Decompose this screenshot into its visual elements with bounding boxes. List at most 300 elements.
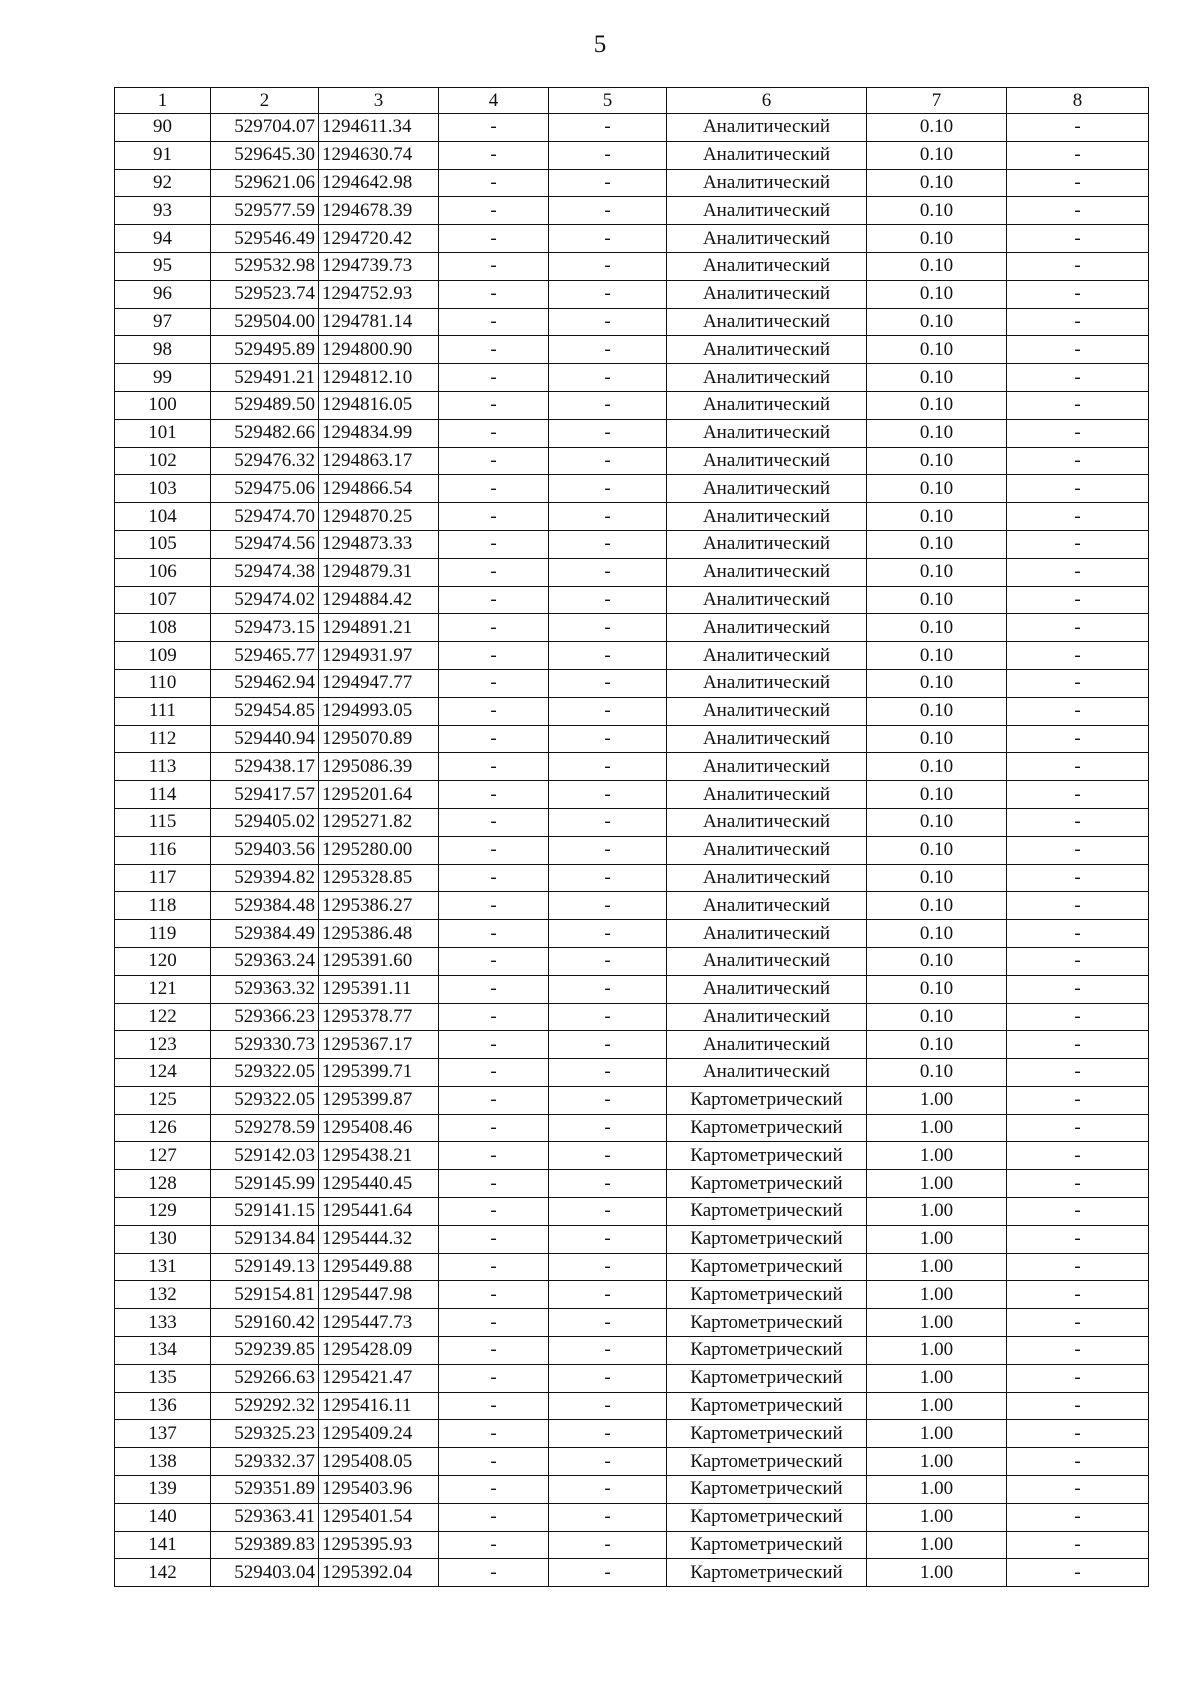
y-coordinate-cell: 1295409.24	[319, 1420, 439, 1448]
x-coordinate-cell: 529645.30	[211, 141, 319, 169]
column-header: 6	[667, 88, 867, 114]
point-number-cell: 134	[115, 1337, 211, 1365]
col5-cell: -	[549, 503, 667, 531]
table-row	[115, 1364, 1149, 1392]
y-coordinate-cell: 1295386.27	[319, 892, 439, 920]
x-coordinate-cell: 529332.37	[211, 1448, 319, 1476]
point-number-cell: 106	[115, 558, 211, 586]
method-cell: Аналитический	[667, 252, 867, 280]
point-number-cell: 124	[115, 1059, 211, 1087]
accuracy-cell: 0.10	[867, 920, 1007, 948]
col8-cell: -	[1007, 947, 1149, 975]
table-row	[115, 614, 1149, 642]
accuracy-cell: 0.10	[867, 614, 1007, 642]
y-coordinate-cell: 1294611.34	[319, 114, 439, 142]
x-coordinate-cell: 529440.94	[211, 725, 319, 753]
y-coordinate-cell: 1294720.42	[319, 225, 439, 253]
col5-cell: -	[549, 475, 667, 503]
point-number-cell: 104	[115, 503, 211, 531]
column-header: 7	[867, 88, 1007, 114]
x-coordinate-cell: 529330.73	[211, 1031, 319, 1059]
col4-cell: -	[439, 1337, 549, 1365]
x-coordinate-cell: 529384.49	[211, 920, 319, 948]
method-cell: Картометрический	[667, 1114, 867, 1142]
y-coordinate-cell: 1295391.11	[319, 975, 439, 1003]
col4-cell: -	[439, 1059, 549, 1087]
col8-cell: -	[1007, 114, 1149, 142]
table-row	[115, 892, 1149, 920]
accuracy-cell: 1.00	[867, 1142, 1007, 1170]
point-number-cell: 92	[115, 169, 211, 197]
method-cell: Аналитический	[667, 169, 867, 197]
x-coordinate-cell: 529546.49	[211, 225, 319, 253]
accuracy-cell: 1.00	[867, 1309, 1007, 1337]
method-cell: Картометрический	[667, 1531, 867, 1559]
column-header: 4	[439, 88, 549, 114]
x-coordinate-cell: 529366.23	[211, 1003, 319, 1031]
coordinates-table	[114, 87, 1149, 1587]
table-row	[115, 197, 1149, 225]
x-coordinate-cell: 529403.56	[211, 836, 319, 864]
col8-cell: -	[1007, 781, 1149, 809]
method-cell: Аналитический	[667, 141, 867, 169]
table-row	[115, 781, 1149, 809]
y-coordinate-cell: 1294873.33	[319, 530, 439, 558]
accuracy-cell: 1.00	[867, 1392, 1007, 1420]
x-coordinate-cell: 529384.48	[211, 892, 319, 920]
col8-cell: -	[1007, 697, 1149, 725]
col8-cell: -	[1007, 336, 1149, 364]
table-row	[115, 475, 1149, 503]
x-coordinate-cell: 529154.81	[211, 1281, 319, 1309]
method-cell: Картометрический	[667, 1364, 867, 1392]
col5-cell: -	[549, 1309, 667, 1337]
col5-cell: -	[549, 391, 667, 419]
point-number-cell: 132	[115, 1281, 211, 1309]
col5-cell: -	[549, 1531, 667, 1559]
point-number-cell: 140	[115, 1503, 211, 1531]
y-coordinate-cell: 1295395.93	[319, 1531, 439, 1559]
accuracy-cell: 0.10	[867, 864, 1007, 892]
col8-cell: -	[1007, 725, 1149, 753]
table-row	[115, 642, 1149, 670]
x-coordinate-cell: 529141.15	[211, 1198, 319, 1226]
table-row	[115, 1198, 1149, 1226]
y-coordinate-cell: 1295391.60	[319, 947, 439, 975]
x-coordinate-cell: 529438.17	[211, 753, 319, 781]
table-row	[115, 836, 1149, 864]
method-cell: Аналитический	[667, 920, 867, 948]
method-cell: Картометрический	[667, 1225, 867, 1253]
y-coordinate-cell: 1294642.98	[319, 169, 439, 197]
col4-cell: -	[439, 947, 549, 975]
col5-cell: -	[549, 836, 667, 864]
x-coordinate-cell: 529363.24	[211, 947, 319, 975]
point-number-cell: 115	[115, 808, 211, 836]
y-coordinate-cell: 1295399.87	[319, 1086, 439, 1114]
col4-cell: -	[439, 1309, 549, 1337]
accuracy-cell: 0.10	[867, 558, 1007, 586]
point-number-cell: 108	[115, 614, 211, 642]
col4-cell: -	[439, 419, 549, 447]
point-number-cell: 114	[115, 781, 211, 809]
col5-cell: -	[549, 753, 667, 781]
point-number-cell: 110	[115, 669, 211, 697]
col8-cell: -	[1007, 892, 1149, 920]
method-cell: Аналитический	[667, 364, 867, 392]
accuracy-cell: 0.10	[867, 530, 1007, 558]
col5-cell: -	[549, 419, 667, 447]
method-cell: Аналитический	[667, 586, 867, 614]
method-cell: Картометрический	[667, 1420, 867, 1448]
col4-cell: -	[439, 836, 549, 864]
col4-cell: -	[439, 1086, 549, 1114]
point-number-cell: 133	[115, 1309, 211, 1337]
col4-cell: -	[439, 1531, 549, 1559]
col8-cell: -	[1007, 975, 1149, 1003]
table-row	[115, 1448, 1149, 1476]
x-coordinate-cell: 529495.89	[211, 336, 319, 364]
col8-cell: -	[1007, 1170, 1149, 1198]
table-row	[115, 669, 1149, 697]
method-cell: Аналитический	[667, 864, 867, 892]
y-coordinate-cell: 1294993.05	[319, 697, 439, 725]
table-row	[115, 1114, 1149, 1142]
x-coordinate-cell: 529454.85	[211, 697, 319, 725]
col8-cell: -	[1007, 558, 1149, 586]
col5-cell: -	[549, 975, 667, 1003]
point-number-cell: 120	[115, 947, 211, 975]
accuracy-cell: 0.10	[867, 642, 1007, 670]
col5-cell: -	[549, 1086, 667, 1114]
x-coordinate-cell: 529473.15	[211, 614, 319, 642]
x-coordinate-cell: 529142.03	[211, 1142, 319, 1170]
column-header: 8	[1007, 88, 1149, 114]
col5-cell: -	[549, 586, 667, 614]
accuracy-cell: 1.00	[867, 1364, 1007, 1392]
col8-cell: -	[1007, 1225, 1149, 1253]
x-coordinate-cell: 529325.23	[211, 1420, 319, 1448]
point-number-cell: 142	[115, 1559, 211, 1587]
method-cell: Аналитический	[667, 391, 867, 419]
accuracy-cell: 1.00	[867, 1170, 1007, 1198]
accuracy-cell: 0.10	[867, 141, 1007, 169]
col5-cell: -	[549, 1253, 667, 1281]
col5-cell: -	[549, 1503, 667, 1531]
x-coordinate-cell: 529465.77	[211, 642, 319, 670]
col5-cell: -	[549, 114, 667, 142]
accuracy-cell: 0.10	[867, 892, 1007, 920]
table-row	[115, 280, 1149, 308]
col5-cell: -	[549, 1003, 667, 1031]
col5-cell: -	[549, 1114, 667, 1142]
point-number-cell: 91	[115, 141, 211, 169]
col8-cell: -	[1007, 225, 1149, 253]
col5-cell: -	[549, 1031, 667, 1059]
col8-cell: -	[1007, 1114, 1149, 1142]
table-row	[115, 364, 1149, 392]
col4-cell: -	[439, 781, 549, 809]
accuracy-cell: 0.10	[867, 391, 1007, 419]
table-row	[115, 1253, 1149, 1281]
x-coordinate-cell: 529403.04	[211, 1559, 319, 1587]
col8-cell: -	[1007, 642, 1149, 670]
table-row	[115, 447, 1149, 475]
point-number-cell: 96	[115, 280, 211, 308]
col4-cell: -	[439, 530, 549, 558]
point-number-cell: 128	[115, 1170, 211, 1198]
col5-cell: -	[549, 1448, 667, 1476]
table-row	[115, 697, 1149, 725]
x-coordinate-cell: 529322.05	[211, 1086, 319, 1114]
accuracy-cell: 1.00	[867, 1225, 1007, 1253]
table-row	[115, 1503, 1149, 1531]
x-coordinate-cell: 529462.94	[211, 669, 319, 697]
col8-cell: -	[1007, 1476, 1149, 1504]
col5-cell: -	[549, 1281, 667, 1309]
col8-cell: -	[1007, 836, 1149, 864]
col4-cell: -	[439, 197, 549, 225]
x-coordinate-cell: 529160.42	[211, 1309, 319, 1337]
col4-cell: -	[439, 614, 549, 642]
col8-cell: -	[1007, 308, 1149, 336]
y-coordinate-cell: 1295392.04	[319, 1559, 439, 1587]
col4-cell: -	[439, 391, 549, 419]
y-coordinate-cell: 1294752.93	[319, 280, 439, 308]
point-number-cell: 109	[115, 642, 211, 670]
col4-cell: -	[439, 697, 549, 725]
x-coordinate-cell: 529621.06	[211, 169, 319, 197]
table-row	[115, 947, 1149, 975]
col5-cell: -	[549, 530, 667, 558]
y-coordinate-cell: 1294879.31	[319, 558, 439, 586]
point-number-cell: 94	[115, 225, 211, 253]
method-cell: Аналитический	[667, 419, 867, 447]
col8-cell: -	[1007, 920, 1149, 948]
table-row	[115, 1003, 1149, 1031]
col8-cell: -	[1007, 1392, 1149, 1420]
table-row	[115, 419, 1149, 447]
col5-cell: -	[549, 808, 667, 836]
y-coordinate-cell: 1295070.89	[319, 725, 439, 753]
col8-cell: -	[1007, 280, 1149, 308]
table-row	[115, 725, 1149, 753]
col4-cell: -	[439, 1114, 549, 1142]
x-coordinate-cell: 529474.70	[211, 503, 319, 531]
col4-cell: -	[439, 669, 549, 697]
accuracy-cell: 0.10	[867, 836, 1007, 864]
table-row	[115, 1225, 1149, 1253]
y-coordinate-cell: 1295428.09	[319, 1337, 439, 1365]
col5-cell: -	[549, 169, 667, 197]
accuracy-cell: 1.00	[867, 1198, 1007, 1226]
y-coordinate-cell: 1294739.73	[319, 252, 439, 280]
method-cell: Аналитический	[667, 1003, 867, 1031]
accuracy-cell: 0.10	[867, 364, 1007, 392]
y-coordinate-cell: 1295416.11	[319, 1392, 439, 1420]
x-coordinate-cell: 529704.07	[211, 114, 319, 142]
point-number-cell: 113	[115, 753, 211, 781]
table-row	[115, 141, 1149, 169]
col8-cell: -	[1007, 669, 1149, 697]
method-cell: Аналитический	[667, 642, 867, 670]
accuracy-cell: 1.00	[867, 1420, 1007, 1448]
accuracy-cell: 0.10	[867, 475, 1007, 503]
table-row	[115, 1531, 1149, 1559]
col8-cell: -	[1007, 1086, 1149, 1114]
y-coordinate-cell: 1295403.96	[319, 1476, 439, 1504]
y-coordinate-cell: 1294630.74	[319, 141, 439, 169]
col5-cell: -	[549, 920, 667, 948]
point-number-cell: 95	[115, 252, 211, 280]
col4-cell: -	[439, 1003, 549, 1031]
accuracy-cell: 1.00	[867, 1086, 1007, 1114]
col4-cell: -	[439, 252, 549, 280]
col8-cell: -	[1007, 364, 1149, 392]
col8-cell: -	[1007, 1420, 1149, 1448]
col4-cell: -	[439, 1031, 549, 1059]
accuracy-cell: 1.00	[867, 1476, 1007, 1504]
col4-cell: -	[439, 1392, 549, 1420]
method-cell: Аналитический	[667, 558, 867, 586]
x-coordinate-cell: 529532.98	[211, 252, 319, 280]
col8-cell: -	[1007, 141, 1149, 169]
x-coordinate-cell: 529405.02	[211, 808, 319, 836]
col8-cell: -	[1007, 753, 1149, 781]
col4-cell: -	[439, 447, 549, 475]
method-cell: Аналитический	[667, 947, 867, 975]
col5-cell: -	[549, 252, 667, 280]
col5-cell: -	[549, 308, 667, 336]
table-row	[115, 1476, 1149, 1504]
x-coordinate-cell: 529577.59	[211, 197, 319, 225]
point-number-cell: 136	[115, 1392, 211, 1420]
col4-cell: -	[439, 475, 549, 503]
accuracy-cell: 0.10	[867, 280, 1007, 308]
y-coordinate-cell: 1295441.64	[319, 1198, 439, 1226]
col4-cell: -	[439, 975, 549, 1003]
table-row	[115, 114, 1149, 142]
y-coordinate-cell: 1295201.64	[319, 781, 439, 809]
col4-cell: -	[439, 1253, 549, 1281]
point-number-cell: 90	[115, 114, 211, 142]
method-cell: Аналитический	[667, 530, 867, 558]
col4-cell: -	[439, 725, 549, 753]
x-coordinate-cell: 529363.32	[211, 975, 319, 1003]
accuracy-cell: 0.10	[867, 586, 1007, 614]
col4-cell: -	[439, 1503, 549, 1531]
col8-cell: -	[1007, 1531, 1149, 1559]
table-row	[115, 808, 1149, 836]
x-coordinate-cell: 529134.84	[211, 1225, 319, 1253]
x-coordinate-cell: 529322.05	[211, 1059, 319, 1087]
method-cell: Картометрический	[667, 1337, 867, 1365]
y-coordinate-cell: 1294816.05	[319, 391, 439, 419]
x-coordinate-cell: 529523.74	[211, 280, 319, 308]
y-coordinate-cell: 1294834.99	[319, 419, 439, 447]
column-header: 2	[211, 88, 319, 114]
x-coordinate-cell: 529145.99	[211, 1170, 319, 1198]
method-cell: Аналитический	[667, 697, 867, 725]
col5-cell: -	[549, 669, 667, 697]
header-row	[115, 88, 1149, 114]
x-coordinate-cell: 529394.82	[211, 864, 319, 892]
method-cell: Аналитический	[667, 308, 867, 336]
point-number-cell: 103	[115, 475, 211, 503]
method-cell: Картометрический	[667, 1559, 867, 1587]
y-coordinate-cell: 1295440.45	[319, 1170, 439, 1198]
x-coordinate-cell: 529266.63	[211, 1364, 319, 1392]
y-coordinate-cell: 1295408.46	[319, 1114, 439, 1142]
col8-cell: -	[1007, 1559, 1149, 1587]
accuracy-cell: 1.00	[867, 1559, 1007, 1587]
col5-cell: -	[549, 1559, 667, 1587]
method-cell: Аналитический	[667, 725, 867, 753]
method-cell: Картометрический	[667, 1086, 867, 1114]
accuracy-cell: 0.10	[867, 114, 1007, 142]
table-row	[115, 336, 1149, 364]
col8-cell: -	[1007, 503, 1149, 531]
y-coordinate-cell: 1295447.73	[319, 1309, 439, 1337]
col5-cell: -	[549, 697, 667, 725]
col4-cell: -	[439, 892, 549, 920]
x-coordinate-cell: 529351.89	[211, 1476, 319, 1504]
table-row	[115, 1142, 1149, 1170]
point-number-cell: 111	[115, 697, 211, 725]
table-row	[115, 586, 1149, 614]
x-coordinate-cell: 529363.41	[211, 1503, 319, 1531]
col8-cell: -	[1007, 1337, 1149, 1365]
col8-cell: -	[1007, 1364, 1149, 1392]
x-coordinate-cell: 529504.00	[211, 308, 319, 336]
point-number-cell: 97	[115, 308, 211, 336]
x-coordinate-cell: 529491.21	[211, 364, 319, 392]
col8-cell: -	[1007, 169, 1149, 197]
point-number-cell: 107	[115, 586, 211, 614]
column-header: 5	[549, 88, 667, 114]
col5-cell: -	[549, 1392, 667, 1420]
table-row	[115, 1420, 1149, 1448]
y-coordinate-cell: 1295421.47	[319, 1364, 439, 1392]
col4-cell: -	[439, 336, 549, 364]
col8-cell: -	[1007, 1253, 1149, 1281]
y-coordinate-cell: 1295367.17	[319, 1031, 439, 1059]
col5-cell: -	[549, 1170, 667, 1198]
accuracy-cell: 0.10	[867, 169, 1007, 197]
col5-cell: -	[549, 225, 667, 253]
col5-cell: -	[549, 364, 667, 392]
table-row	[115, 864, 1149, 892]
method-cell: Аналитический	[667, 1031, 867, 1059]
method-cell: Аналитический	[667, 1059, 867, 1087]
col8-cell: -	[1007, 1503, 1149, 1531]
point-number-cell: 101	[115, 419, 211, 447]
method-cell: Аналитический	[667, 614, 867, 642]
col8-cell: -	[1007, 419, 1149, 447]
col8-cell: -	[1007, 1031, 1149, 1059]
table-row	[115, 1170, 1149, 1198]
accuracy-cell: 0.10	[867, 197, 1007, 225]
col4-cell: -	[439, 1559, 549, 1587]
x-coordinate-cell: 529239.85	[211, 1337, 319, 1365]
accuracy-cell: 1.00	[867, 1531, 1007, 1559]
y-coordinate-cell: 1294800.90	[319, 336, 439, 364]
col4-cell: -	[439, 280, 549, 308]
table-body	[115, 114, 1149, 1587]
y-coordinate-cell: 1295086.39	[319, 753, 439, 781]
method-cell: Картометрический	[667, 1448, 867, 1476]
col5-cell: -	[549, 1420, 667, 1448]
